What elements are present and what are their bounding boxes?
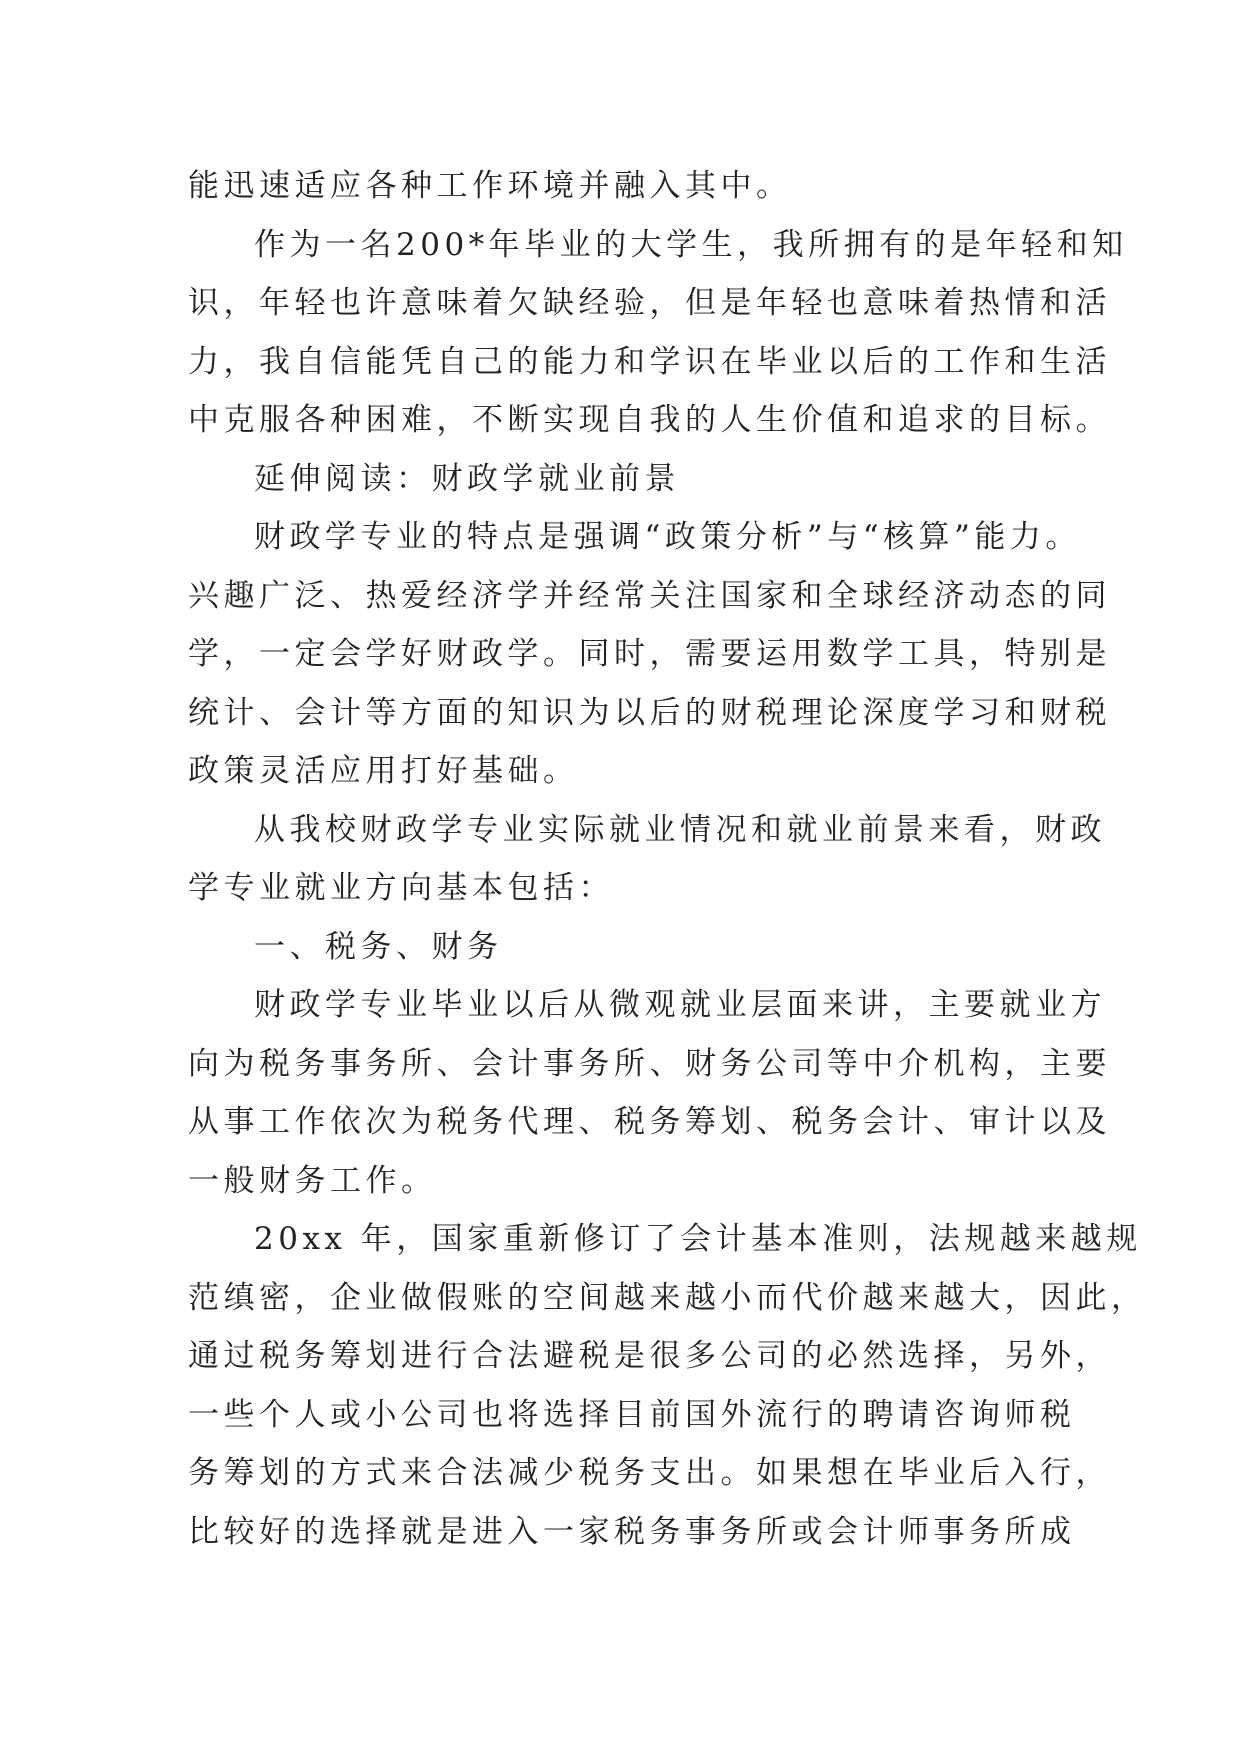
text-line: 从事工作依次为税务代理、税务筹划、税务会计、审计以及 (188, 1104, 1111, 1140)
text-line: 兴趣广泛、热爱经济学并经常关注国家和全球经济动态的同 (188, 577, 1111, 614)
text-line: 统计、会计等方面的知识为以后的财税理论深度学习和财税 (188, 694, 1111, 731)
text-line: 力，我自信能凭自己的能力和学识在毕业以后的工作和生活 (188, 343, 1111, 380)
text-line: 学专业就业方向基本包括： (188, 870, 614, 906)
text-line: 财政学专业的特点是强调“政策分析”与“核算”能力。 (254, 519, 1081, 555)
text-line: 能迅速适应各种工作环境并融入其中。 (188, 168, 792, 204)
text-line: 政策灵活应用打好基础。 (188, 753, 579, 789)
text-line: 学，一定会学好财政学。同时，需要运用数学工具，特别是 (188, 636, 1111, 672)
text-line: 向为税务事务所、会计事务所、财务公司等中介机构，主要 (188, 1045, 1111, 1082)
document-body (188, 157, 1147, 1561)
text-line: 一般财务工作。 (188, 1162, 437, 1199)
text-line: 范缜密，企业做假账的空间越来越小而代价越来越大，因此， (188, 1279, 1147, 1316)
text-line: 务筹划的方式来合法减少税务支出。如果想在毕业后入行， (188, 1455, 1111, 1491)
text-line: 从我校财政学专业实际就业情况和就业前景来看，财政 (254, 811, 1106, 848)
text-line: 一些个人或小公司也将选择目前国外流行的聘请咨询师税 (188, 1396, 1076, 1433)
section-heading: 延伸阅读：财政学就业前景 (254, 460, 680, 497)
text-line: 中克服各种困难，不断实现自我的人生价值和追求的目标。 (188, 402, 1111, 438)
section-heading: 一、税务、财务 (254, 928, 503, 965)
text-line: 财政学专业毕业以后从微观就业层面来讲，主要就业方 (254, 987, 1106, 1023)
text-line: 20xx 年，国家重新修订了会计基本准则，法规越来越规 (254, 1221, 1142, 1257)
text-line: 通过税务筹划进行合法避税是很多公司的必然选择，另外， (188, 1338, 1111, 1374)
text-line: 识，年轻也许意味着欠缺经验，但是年轻也意味着热情和活 (188, 285, 1111, 321)
text-line: 作为一名200*年毕业的大学生，我所拥有的是年轻和知 (254, 226, 1128, 263)
text-line: 比较好的选择就是进入一家税务事务所或会计师事务所成 (188, 1513, 1076, 1550)
